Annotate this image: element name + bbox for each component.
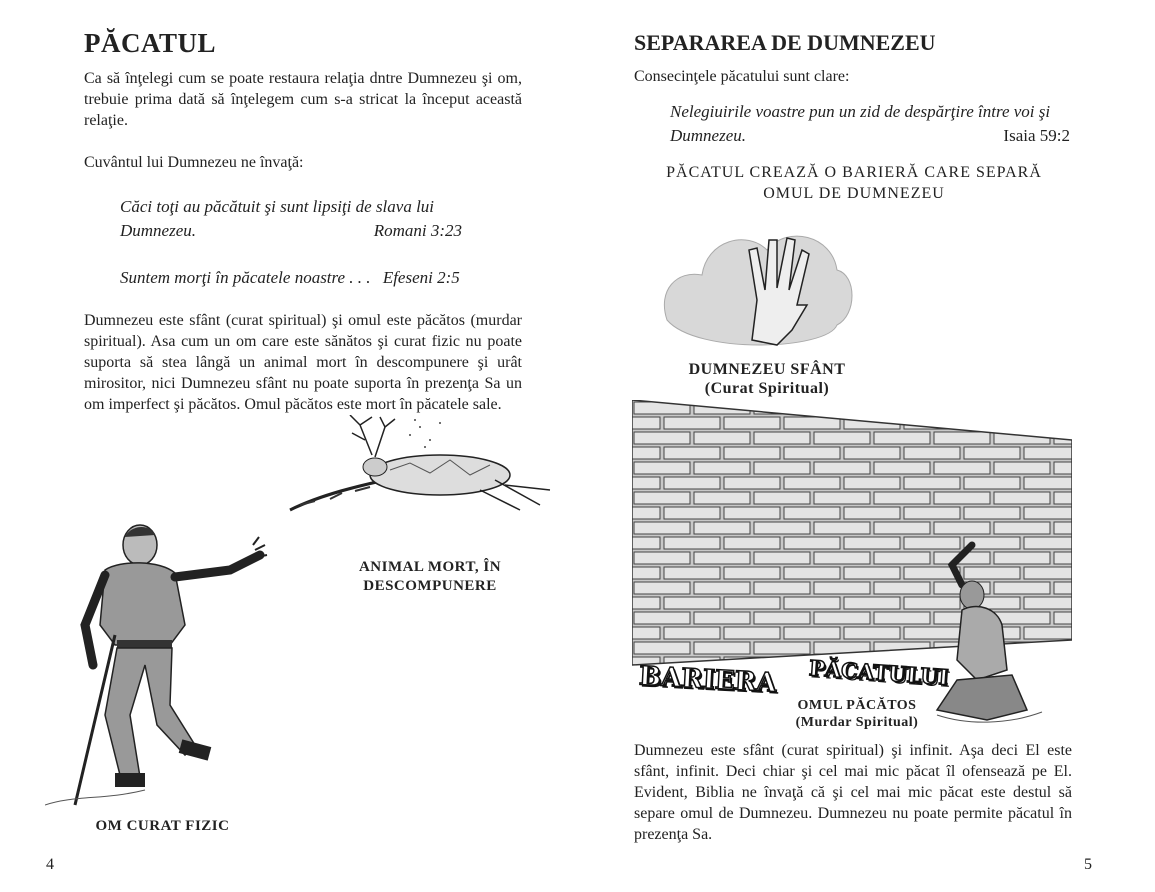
verse-reference: Romani 3:23 <box>373 221 462 240</box>
caption-sinner <box>777 697 937 731</box>
caption-god <box>667 360 867 398</box>
page-title: SEPARAREA DE DUMNEZEU <box>634 30 936 55</box>
verse-reference: Efeseni 2:5 <box>382 268 460 287</box>
intro-paragraph: Ca să înţelegi cum se poate restaura relaţia dntre Dumnezeu şi om, trebuie prima dată să înţelegem cum s-a stricat la început această relaţie. <box>84 70 522 129</box>
caption-line: (Murdar Spiritual) <box>795 715 919 730</box>
page-title: PĂCATUL <box>84 28 217 58</box>
god-hand-illustration <box>657 210 857 360</box>
verse-romani <box>120 195 462 243</box>
lead-text: Cuvântul lui Dumnezeu ne învaţă: <box>84 154 304 171</box>
verse-isaia <box>670 100 1070 148</box>
barrier-word: BARIERA <box>638 661 778 699</box>
lead-text: Consecinţele păcatului sunt clare: <box>634 68 850 85</box>
caption-line: DESCOMPUNERE <box>363 578 497 594</box>
caption-line: DUMNEZEU SFÂNT <box>688 361 846 378</box>
dead-animal-illustration <box>280 415 560 525</box>
body-paragraph: Dumnezeu este sfânt (curat spiritual) şi omul este păcătos (murdar spiritual). Asa cum un om care este sănătos şi curat fizic nu poate suporta să stea lângă un animal mort în descompunere şi urât mirositor, nici Dumnezeu sfânt nu poate suporta în prezenţa Sa un om imperfect şi păcătos. Omul păcătos este mort în păcatele sale. <box>84 312 522 413</box>
page-number: 5 <box>1084 856 1092 873</box>
verse-text: Suntem morţi în păcatele noastre . . . <box>120 268 371 287</box>
caption-line: ANIMAL MORT, ÎN <box>358 559 502 575</box>
verse-efeseni <box>120 266 480 290</box>
section-heading <box>634 162 1074 204</box>
verse-reference: Isaia 59:2 <box>1003 126 1070 145</box>
right-page <box>577 0 1155 892</box>
page-number: 4 <box>46 856 54 873</box>
sinner-illustration <box>917 540 1057 730</box>
caption-line: OMUL PĂCĂTOS <box>797 698 917 713</box>
caption-line: (Curat Spiritual) <box>704 380 830 397</box>
left-page <box>0 0 577 892</box>
body-paragraph: Dumnezeu este sfânt (curat spiritual) şi infinit. Aşa deci El este sfânt, infinit. Deci chiar şi cel mai mic păcat îl ofensează pe El. Evident, Biblia ne învaţă că şi cel mai mic păcat este destul să separe omul de Dumnezeu. Dumnezeu nu poate permite păcatul în prezenţa Sa. <box>634 742 1072 843</box>
caption-clean-man: OM CURAT FIZIC <box>95 818 230 834</box>
heading-line: PĂCATUL CREAZĂ O BARIERĂ CARE SEPARĂ <box>666 164 1042 181</box>
verse-text: Căci toţi au păcătuit şi sunt lipsiţi de slava lui Dumnezeu. <box>120 197 435 240</box>
verse-text: Nelegiuirile voastre pun un zid de despărţire între voi şi Dumnezeu. <box>670 102 1051 145</box>
sin-word: PĂCATULUI <box>808 655 950 690</box>
heading-line: OMUL DE DUMNEZEU <box>763 185 945 202</box>
clean-man-illustration <box>45 515 275 815</box>
caption-dead-animal <box>340 558 520 596</box>
